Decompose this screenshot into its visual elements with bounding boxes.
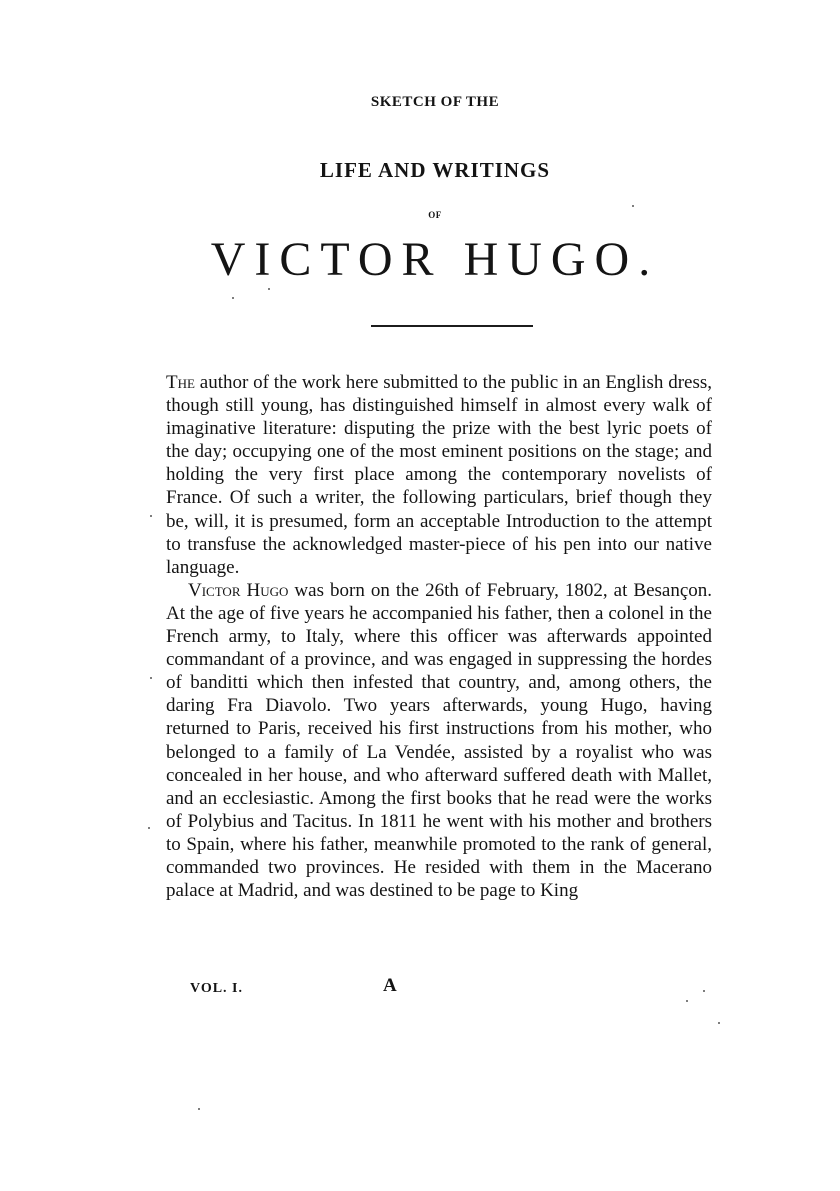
paper-speck (268, 288, 270, 290)
paper-speck (150, 677, 152, 679)
paper-speck (632, 205, 634, 207)
paragraph-body: author of the work here submitted to the public in an English dress, though still young, has distinguished himself in almost every walk of imaginative literature: disputing the prize with the best lyric poets of the day; occupying one of the most eminent positions on the stage; and holding the very first place among the contemporary novelists of France. Of such a writer, the following particulars, brief though they be, will, it is presumed, form an acceptable Introduction to the attempt to transfuse the acknowledged master-piece of his pen into our native language. (166, 372, 712, 578)
paper-speck (150, 515, 152, 517)
paragraph-biography (166, 579, 712, 902)
paper-speck (148, 827, 150, 829)
title-divider-rule (371, 325, 533, 327)
heading-of: OF (428, 210, 442, 220)
paragraph-lead-word: The (166, 372, 195, 393)
paragraph-introduction (166, 371, 712, 579)
page-footer (0, 975, 840, 1005)
heading-sketch-of-the: SKETCH OF THE (370, 94, 500, 110)
paper-speck (198, 1108, 200, 1110)
paragraph-lead-name: Victor Hugo (188, 579, 289, 601)
heading-life-and-writings: LIFE AND WRITINGS (319, 158, 551, 182)
volume-label: VOL. I. (190, 981, 244, 996)
paragraph-body: was born on the 26th of February, 1802, at Besançon. At the age of five years he accompanied his father, then a colonel in the French army, to Italy, where this officer was afterwards appointed commandant of a province, and was engaged in suppressing the hordes of banditti which then infested that country, and, among others, the daring Fra Diavolo. Two years afterwards, young Hugo, having returned to Paris, received his first instructions from his mother, who belonged to a family of La Vendée, assisted by a royalist who was concealed in her house, and who afterward suffered death with Mallet, and an ecclesiastic. Among the first books that he read were the works of Polybius and Tacitus. In 1811 he went with his mother and brothers to Spain, where his father, meanwhile promoted to the rank of general, commanded two provinces. He resided with them in the Macerano palace at Madrid, and was destined to be page to King (166, 579, 713, 902)
paper-speck (686, 1000, 688, 1002)
heading-victor-hugo: VICTOR HUGO. (210, 233, 660, 286)
paper-speck (703, 990, 705, 992)
body-text (166, 371, 712, 902)
paper-speck (718, 1022, 720, 1024)
signature-mark: A (383, 975, 397, 996)
paper-speck (232, 297, 234, 299)
